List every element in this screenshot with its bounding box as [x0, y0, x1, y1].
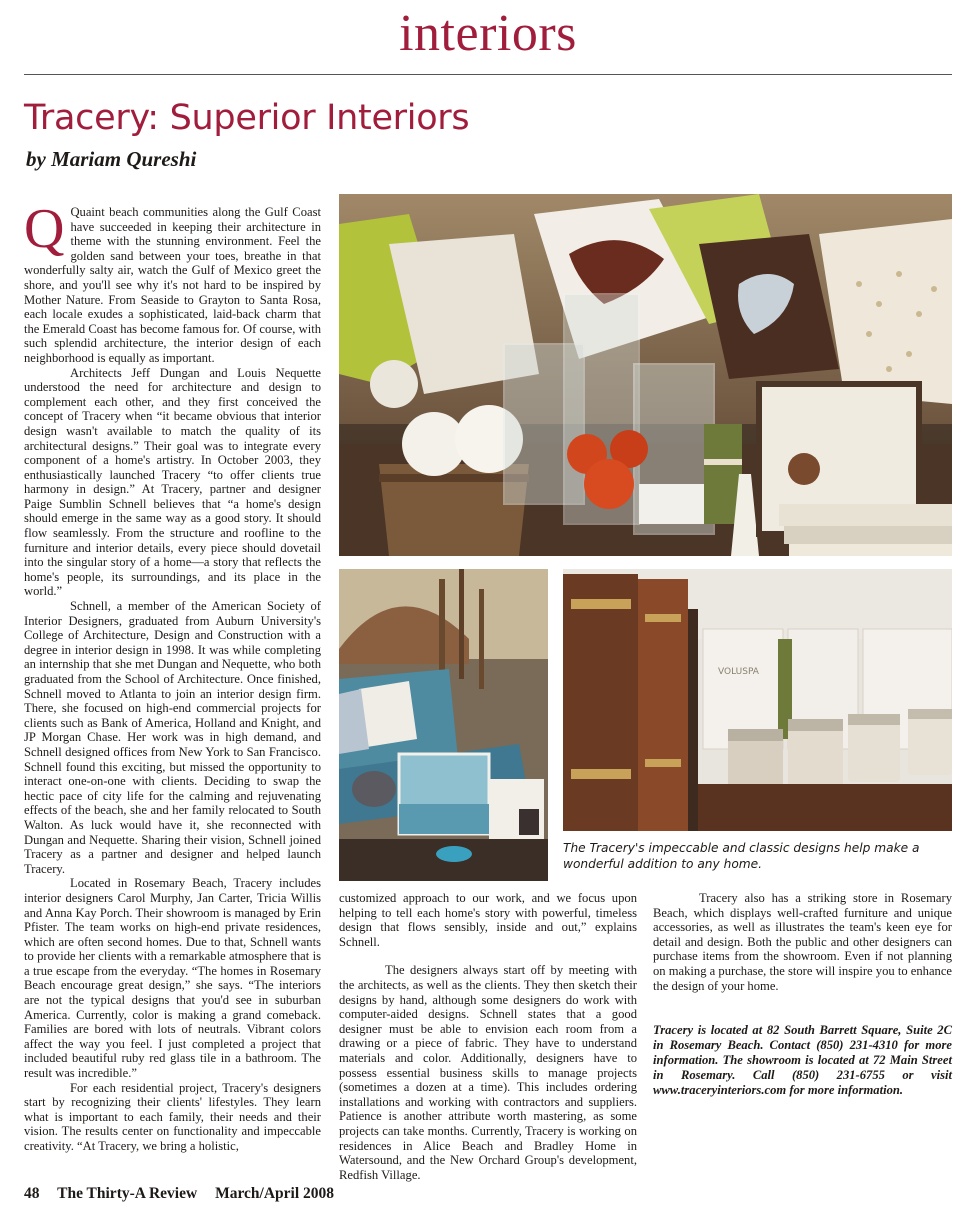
section-title: interiors [399, 5, 577, 62]
paragraph-text: Quaint beach communities along the Gulf Coast have succeeded in keeping their architecture in theme with the stunning environment. Feel the golden sand between your toes, breathe in that wonderfully salty air, watch the Gulf of Mexico greet the shore, and you'll see why it's not hard to be inspired by Mother Nature. From Seaside to Grayton to Santa Rosa, each locale exudes a sophisticated, laid-back charm that the Emerald Coast has become famous for. Of course, with such splendid architecture, the interior design of each neighborhood is equally as important. [24, 205, 321, 365]
article-paragraph [24, 198, 321, 366]
article-paragraph: For each residential project, Tracery's designers start by recognizing their clients' lifestyles. They learn what is important to each family, their needs and their vision. The results center on functionality and impeccable creativity. “At Tracery, we bring a holistic, [24, 1080, 321, 1153]
article-paragraph: customized approach to our work, and we focus upon helping to tell each home's story with powerful, timeless design that flows sensibly, inside and out,” explains Schnell. [339, 891, 637, 949]
page-footer [24, 1185, 348, 1203]
article-paragraph: Architects Jeff Dungan and Louis Nequette understood the need for architecture and design to complement each other, and they first conceived the concept of Tracery when “it became obvious that interior design wasn't available to match the quality of its architectural designs.” Their goal was to integrate every component of a home's artistry. In October 2003, they enthusiastically launched Tracery “to offer clients true harmony in design.” At Tracery, partner and designer Paige Sumblin Schnell believes that “a home's design should emerge in the same way as a good story. It should flow seamlessly. From the structure and roofline to the furniture and interior details, every piece should dovetail into the singular story of a home—a story that reflects the home's people, its surroundings, and its place in the world.” [24, 365, 321, 599]
article-column-2 [339, 891, 637, 1182]
closing-info: Tracery is located at 82 South Barrett Square, Suite 2C in Rosemary Beach. Contact (850) 231-4310 for more information. The showroom is located at 72 Main Street in Rosemary. Call (850) 231-6755 or visit www.traceryinteriors.com for more information. [653, 1023, 952, 1098]
article-headline: Tracery: Superior Interiors [24, 98, 470, 138]
photo-books-candles [563, 569, 952, 831]
photo-caption: The Tracery's impeccable and classic designs help make a wonderful addition to any home. [563, 841, 920, 871]
article-paragraph: Schnell, a member of the American Society of Interior Designers, graduated from Auburn University's College of Architecture, Design and Construction with a degree in interior design in 1998. It was while completing an internship that she met Dungan and Nequette, who both graduated from the School of Architecture. Once finished, Schnell moved to Atlanta to join an interior design firm. There, she focused on high-end commercial projects for clients such as Bank of America, Holland and Knight, and JP Morgan Chase. Her work was in high demand, and Schnell designed offices from New York to San Francisco. Schnell found this exciting, but missed the opportunity to interact one-on-one with clients. Deciding to swap the hectic pace of city life for the calming and rejuvenating effects of the beach, she and her family relocated to South Walton. As luck would have it, she reconnected with Dungan and Nequette. Sharing their vision, Schnell joined Tracery as a partner and designer and helped launch Tracery. [24, 599, 321, 876]
box-label: VOLUSPA [718, 667, 759, 677]
article-paragraph: Located in Rosemary Beach, Tracery includes interior designers Carol Murphy, Jan Carter, Tricia Willis and Anna Kay Porch. Their showroom is managed by Erin Pfister. The team works on high-end private residences, which are often second homes. Due to that, Schnell wants to provide her clients with a remarkable atmosphere that is a true escape from the everyday. “The homes in Rosemary Beach encourage great design,” she says. “The interiors are not the typical designs that you'd see in suburban America. Currently, color is making a grand comeback. Families are bored with lots of neutrals. Vibrant colors affect the way you feel. I just completed a project that included beautiful ruby red glass tile in a bathroom. The result was incredible.” [24, 876, 321, 1081]
issue-date: March/April 2008 [215, 1185, 335, 1202]
drop-cap: Q [24, 198, 65, 260]
article-paragraph: The designers always start off by meeting with the architects, as well as the clients. They then sketch their designs by hand, although some designers do work with computer-aided designs. Schnell states that a good designer must be able to envision each room from a drawing or a piece of fabric. They have to understand materials and color. Additionally, designers have to possess essential business skills to manage projects (sometimes a dozen at a time). This includes ordering installations and working with contractors and suppliers. Patience is another attribute worth mastering, as some projects can take months. Currently, Tracery is working on residences in Alice Beach and Bradley Home in Watersound, and the New Orchard Group's development, Redfish Village. [339, 963, 637, 1182]
article-byline: by Mariam Qureshi [26, 147, 197, 171]
photo-pillows-vases [339, 194, 952, 556]
photo-showroom [339, 569, 548, 881]
article-paragraph: Tracery also has a striking store in Rosemary Beach, which displays well-crafted furniture and unique accessories, as well as illustrates the team's keen eye for detail and design. Both the public and other designers can purchase items from the showroom. Even if not planning on making a purchase, the store will inspire you to enhance the design of your home. [653, 891, 953, 993]
header-rule [24, 74, 952, 75]
page-number: 48 [24, 1185, 40, 1202]
publication-name: The Thirty-A Review [57, 1185, 198, 1202]
article-column-1 [24, 198, 321, 1154]
article-column-3 [653, 891, 952, 1098]
